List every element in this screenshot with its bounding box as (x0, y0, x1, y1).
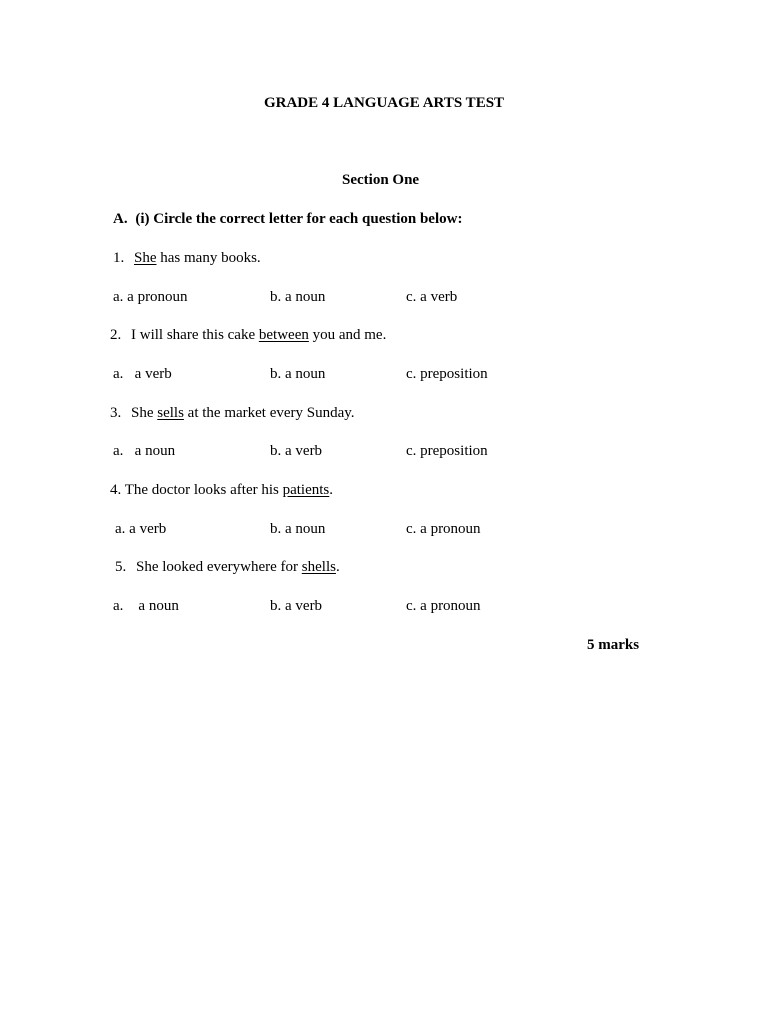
question-text-post: . (335, 559, 340, 575)
section-heading: Section One (342, 172, 420, 188)
question-underlined-word: patients (282, 482, 330, 498)
question-text-post: at the market every Sunday. (183, 405, 355, 421)
option-c[interactable]: c. a verb (406, 289, 458, 305)
question-3 (110, 404, 355, 422)
instruction (113, 210, 462, 228)
option-b[interactable]: b. a noun (270, 521, 326, 537)
question-number: 2. (110, 327, 122, 343)
option-c[interactable]: c. a pronoun (406, 598, 481, 614)
question-number: 1. (113, 250, 125, 266)
question-4 (110, 481, 333, 499)
option-b[interactable]: b. a noun (270, 289, 326, 305)
question-underlined-word: sells (157, 405, 184, 421)
question-5 (115, 558, 340, 576)
option-c[interactable]: c. preposition (406, 366, 488, 382)
option-c[interactable]: c. preposition (406, 443, 488, 459)
question-text-post: has many books. (156, 250, 261, 266)
question-number: 4. (110, 482, 122, 498)
question-text-pre: The doctor looks after his (124, 482, 283, 498)
option-b[interactable]: b. a verb (270, 598, 323, 614)
test-title: GRADE 4 LANGUAGE ARTS TEST (263, 95, 505, 111)
question-text-pre: She looked everywhere for (136, 559, 302, 575)
instruction-text: (i) Circle the correct letter for each question below: (135, 211, 463, 227)
question-underlined-word: She (134, 250, 157, 266)
option-a[interactable]: a. a noun (113, 598, 179, 614)
question-underlined-word: shells (301, 559, 336, 575)
question-text-pre: She (131, 405, 158, 421)
option-a[interactable]: a. a noun (113, 443, 176, 459)
question-underlined-word: between (258, 327, 309, 343)
marks-total: 5 marks (587, 637, 640, 653)
question-text-post: . (329, 482, 334, 498)
question-2 (110, 326, 386, 344)
option-c[interactable]: c. a pronoun (406, 521, 481, 537)
question-text-post: you and me. (308, 327, 387, 343)
question-text-pre: I will share this cake (131, 327, 259, 343)
option-a[interactable]: a. a verb (115, 521, 167, 537)
instruction-letter: A. (113, 211, 128, 227)
question-number: 5. (115, 559, 127, 575)
question-number: 3. (110, 405, 122, 421)
option-b[interactable]: b. a verb (270, 443, 323, 459)
option-a[interactable]: a. a pronoun (113, 289, 188, 305)
question-1 (113, 249, 261, 267)
option-a[interactable]: a. a verb (113, 366, 172, 382)
option-b[interactable]: b. a noun (270, 366, 326, 382)
